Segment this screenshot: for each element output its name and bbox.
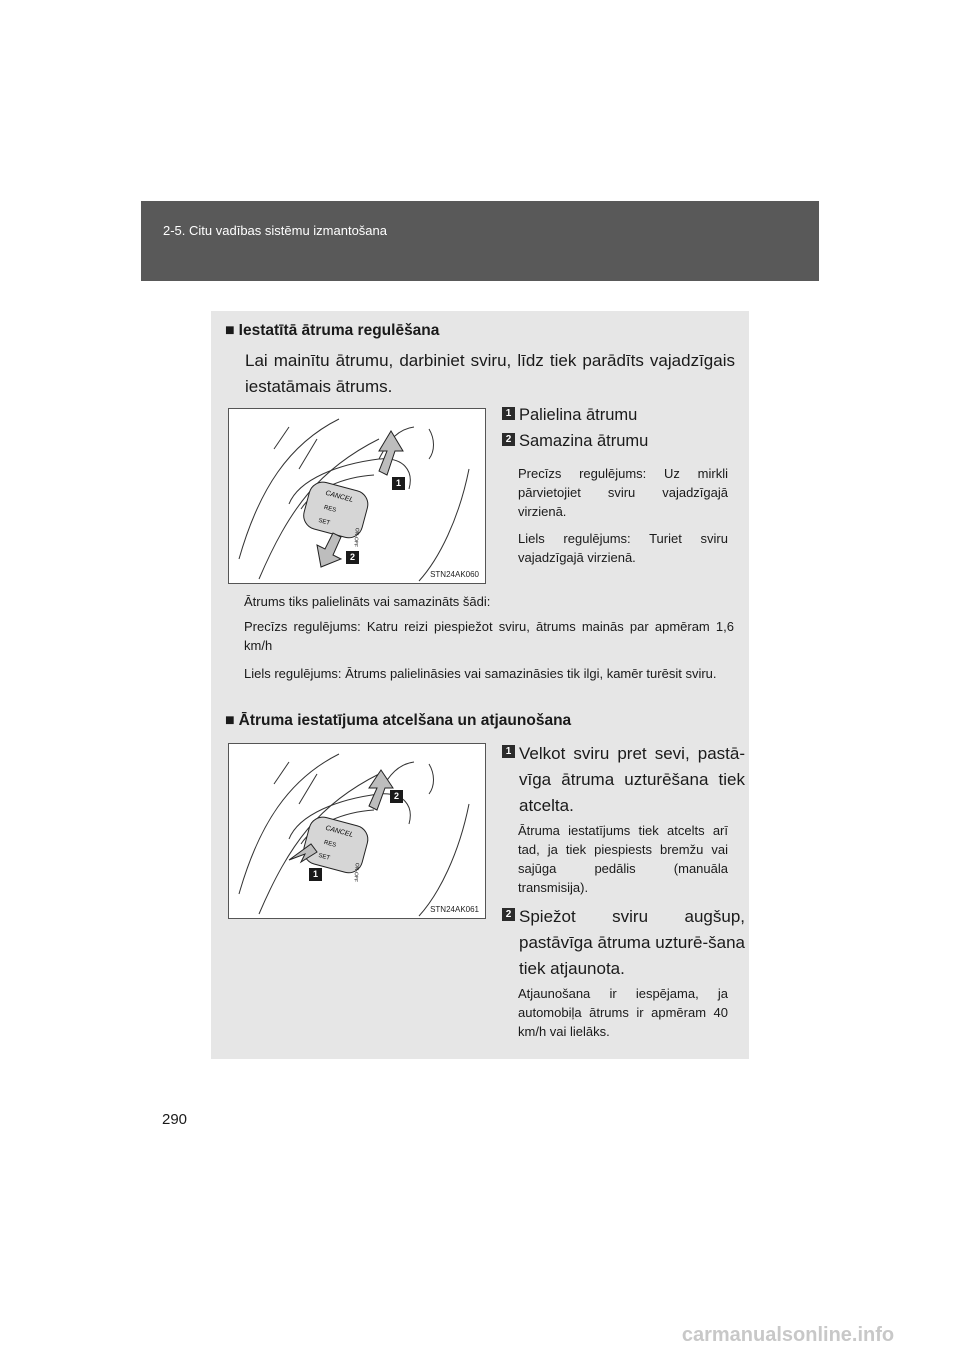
number-badge-icon: 2 xyxy=(502,433,515,446)
section-title: 2-5. Citu vadības sistēmu izmantošana xyxy=(163,223,387,238)
page-number: 290 xyxy=(162,1111,188,1128)
note: Atjaunošana ir iespējama, ja automobiļa ātrums ir apmēram 40 km/h vai lielāks. xyxy=(518,986,728,1039)
figure-code: STN24AK060 xyxy=(430,570,479,579)
svg-text:ON·OFF: ON·OFF xyxy=(352,527,360,548)
content-panel xyxy=(211,311,749,1059)
paragraph: Liels regulējums: Ātrums palielināsies vai samazināsies tik ilgi, kamēr turēsit sviru. xyxy=(244,666,717,681)
arrow-down-icon xyxy=(317,533,341,567)
callout-2: 2 xyxy=(346,551,359,564)
lever-figure-adjust xyxy=(228,408,486,584)
list-item: 1 Velkot sviru pret sevi, pastā-vīga ātruma uzturēšana tiek atcelta. xyxy=(502,741,745,819)
bullet-square-icon: ■ xyxy=(225,712,235,729)
paragraph: Precīzs regulējums: Katru reizi piespiežot sviru, ātrums mainās par apmēram 1,6 km/h xyxy=(244,619,734,653)
svg-text:ON·OFF: ON·OFF xyxy=(352,862,360,883)
svg-text:RES: RES xyxy=(323,839,337,849)
list-item: 1 Palielina ātrumu xyxy=(502,403,637,428)
callout-2: 2 xyxy=(390,790,403,803)
section1-intro: Lai mainītu ātrumu, darbiniet sviru, līdz tiek parādīts vajadzīgais iestatāmais ātrums. xyxy=(245,351,735,396)
bullet-square-icon: ■ xyxy=(225,322,235,339)
number-badge-icon: 2 xyxy=(502,908,515,921)
section-header-band xyxy=(141,201,819,281)
callout-1: 1 xyxy=(392,477,405,490)
list-item: 2 Spiežot sviru augšup, pastāvīga ātruma uzturē-šana tiek atjaunota. xyxy=(502,904,745,982)
callout-1: 1 xyxy=(309,868,322,881)
figure-code: STN24AK061 xyxy=(430,905,479,914)
svg-text:CANCEL: CANCEL xyxy=(324,489,354,504)
cruise-lever-illustration xyxy=(229,744,485,918)
note: Ātruma iestatījums tiek atcelts arī tad, ja tiek piespiests bremžu vai sajūga pedālis (manuāla transmisija). xyxy=(518,823,728,895)
svg-text:SET: SET xyxy=(317,852,331,862)
number-badge-icon: 1 xyxy=(502,407,515,420)
number-badge-icon: 1 xyxy=(502,745,515,758)
svg-text:RES: RES xyxy=(323,504,337,514)
list-item: 2 Samazina ātrumu xyxy=(502,429,648,454)
section1-heading: ■ Iestatītā ātruma regulēšana xyxy=(225,322,440,339)
watermark-logo: carmanualsonline.info xyxy=(681,1323,895,1346)
section2-heading: ■ Ātruma iestatījuma atcelšana un atjaunošana xyxy=(225,712,572,729)
svg-text:CANCEL: CANCEL xyxy=(324,824,354,839)
note: Liels regulējums: Turiet sviru vajadzīgajā virzienā. xyxy=(518,531,728,565)
note: Precīzs regulējums: Uz mirkli pārvietojiet sviru vajadzīgajā virzienā. xyxy=(518,466,728,519)
lever-figure-cancel xyxy=(228,743,486,919)
paragraph: Ātrums tiks palielināts vai samazināts šādi: xyxy=(244,594,491,609)
svg-text:SET: SET xyxy=(317,517,331,527)
